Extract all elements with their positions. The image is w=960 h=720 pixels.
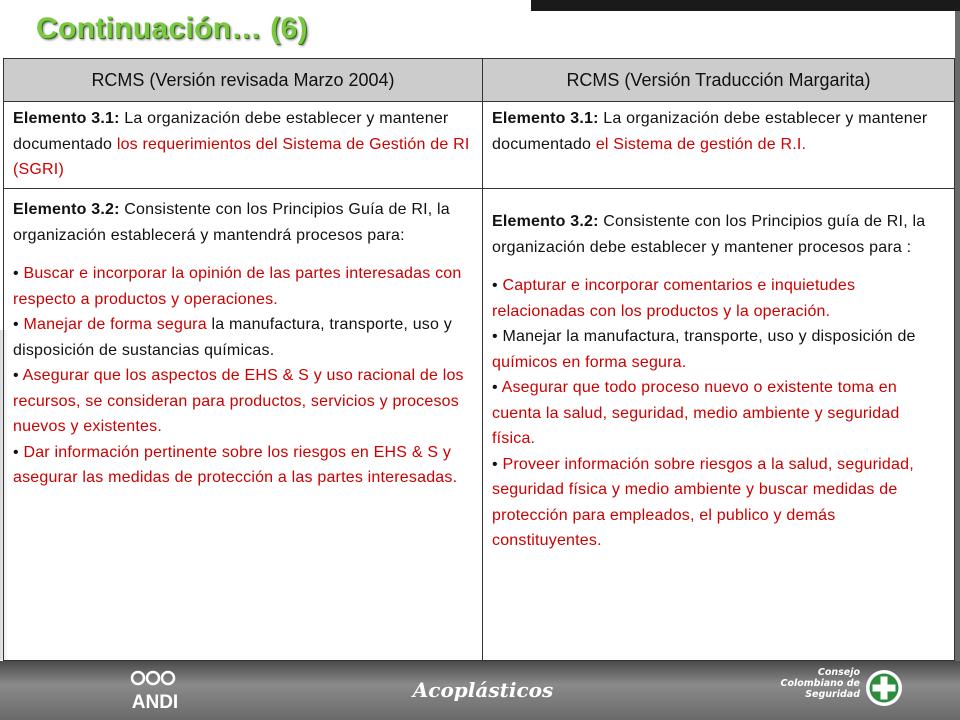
table-header-row xyxy=(4,59,955,102)
element-label: Elemento 3.1: xyxy=(13,110,120,127)
list-item: • Asegurar que los aspectos de EHS & S y uso racional de los recursos, se consideran para productos, servicios y procesos nuevos y existentes. xyxy=(13,367,464,435)
element-intro: Consistente con los Principios Guía de RI, la organización establecerá y mantendrá procesos para: xyxy=(13,201,450,244)
ccs-wordmark: Consejo Colombiano de Seguridad xyxy=(780,667,860,700)
andi-logo xyxy=(120,668,190,714)
right-decorative-bar xyxy=(955,11,960,661)
list-item: • Dar información pertinente sobre los riesgos en EHS & S y asegurar las medidas de protección a las partes interesadas. xyxy=(13,443,458,486)
list-item: • Capturar e incorporar comentarios e inquietudes relacionadas con los productos y la operación. xyxy=(492,277,856,320)
element-label: Elemento 3.1: xyxy=(492,110,599,127)
element-3-1-revised xyxy=(4,102,483,189)
acoplasticos-logo xyxy=(398,676,568,704)
element-label: Elemento 3.2: xyxy=(492,213,599,230)
header-revised-version: RCMS (Versión revisada Marzo 2004) xyxy=(4,59,483,102)
element-text: La organización debe establecer y mantener documentado xyxy=(13,110,449,153)
element-3-2-translated xyxy=(483,189,955,661)
element-3-1-translated xyxy=(483,102,955,189)
element-highlight: el Sistema de gestión de R.I. xyxy=(595,135,807,153)
list-item: • Manejar la manufactura, transporte, uso y disposición de químicos en forma segura. xyxy=(492,328,916,371)
slide-title: Continuación… (6) xyxy=(36,12,308,45)
andi-wordmark: ANDI xyxy=(131,692,179,713)
element-intro: Consistente con los Principios guía de RI, la organización debe establecer y mantener procesos para : xyxy=(492,213,926,256)
header-translated-version: RCMS (Versión Traducción Margarita) xyxy=(483,59,955,102)
comparison-table xyxy=(3,58,955,661)
list-item: • Asegurar que todo proceso nuevo o existente toma en cuenta la salud, seguridad, medio ambiente y seguridad física. xyxy=(492,379,900,447)
list-item: • Proveer información sobre riesgos a la salud, seguridad, seguridad física y medio ambiente y buscar medidas de protección para empleados, el publico y demás constituyentes. xyxy=(492,455,914,549)
ccs-cross-logo xyxy=(864,668,904,708)
table-row xyxy=(4,189,955,661)
table-row xyxy=(4,102,955,189)
element-label: Elemento 3.2: xyxy=(13,201,120,218)
element-highlight: los requerimientos del Sistema de Gestión de RI (SGRI) xyxy=(13,135,470,178)
top-decorative-bar xyxy=(531,0,960,11)
list-item: • Buscar e incorporar la opinión de las partes interesadas con respecto a productos y operaciones. xyxy=(13,265,462,308)
list-item: • Manejar de forma segura la manufactura, transporte, uso y disposición de sustancias químicas. xyxy=(13,316,452,359)
acoplasticos-wordmark: Acoplásticos xyxy=(412,678,554,702)
element-text: La organización debe establecer y mantener documentado xyxy=(492,110,928,153)
element-3-2-revised xyxy=(4,189,483,661)
